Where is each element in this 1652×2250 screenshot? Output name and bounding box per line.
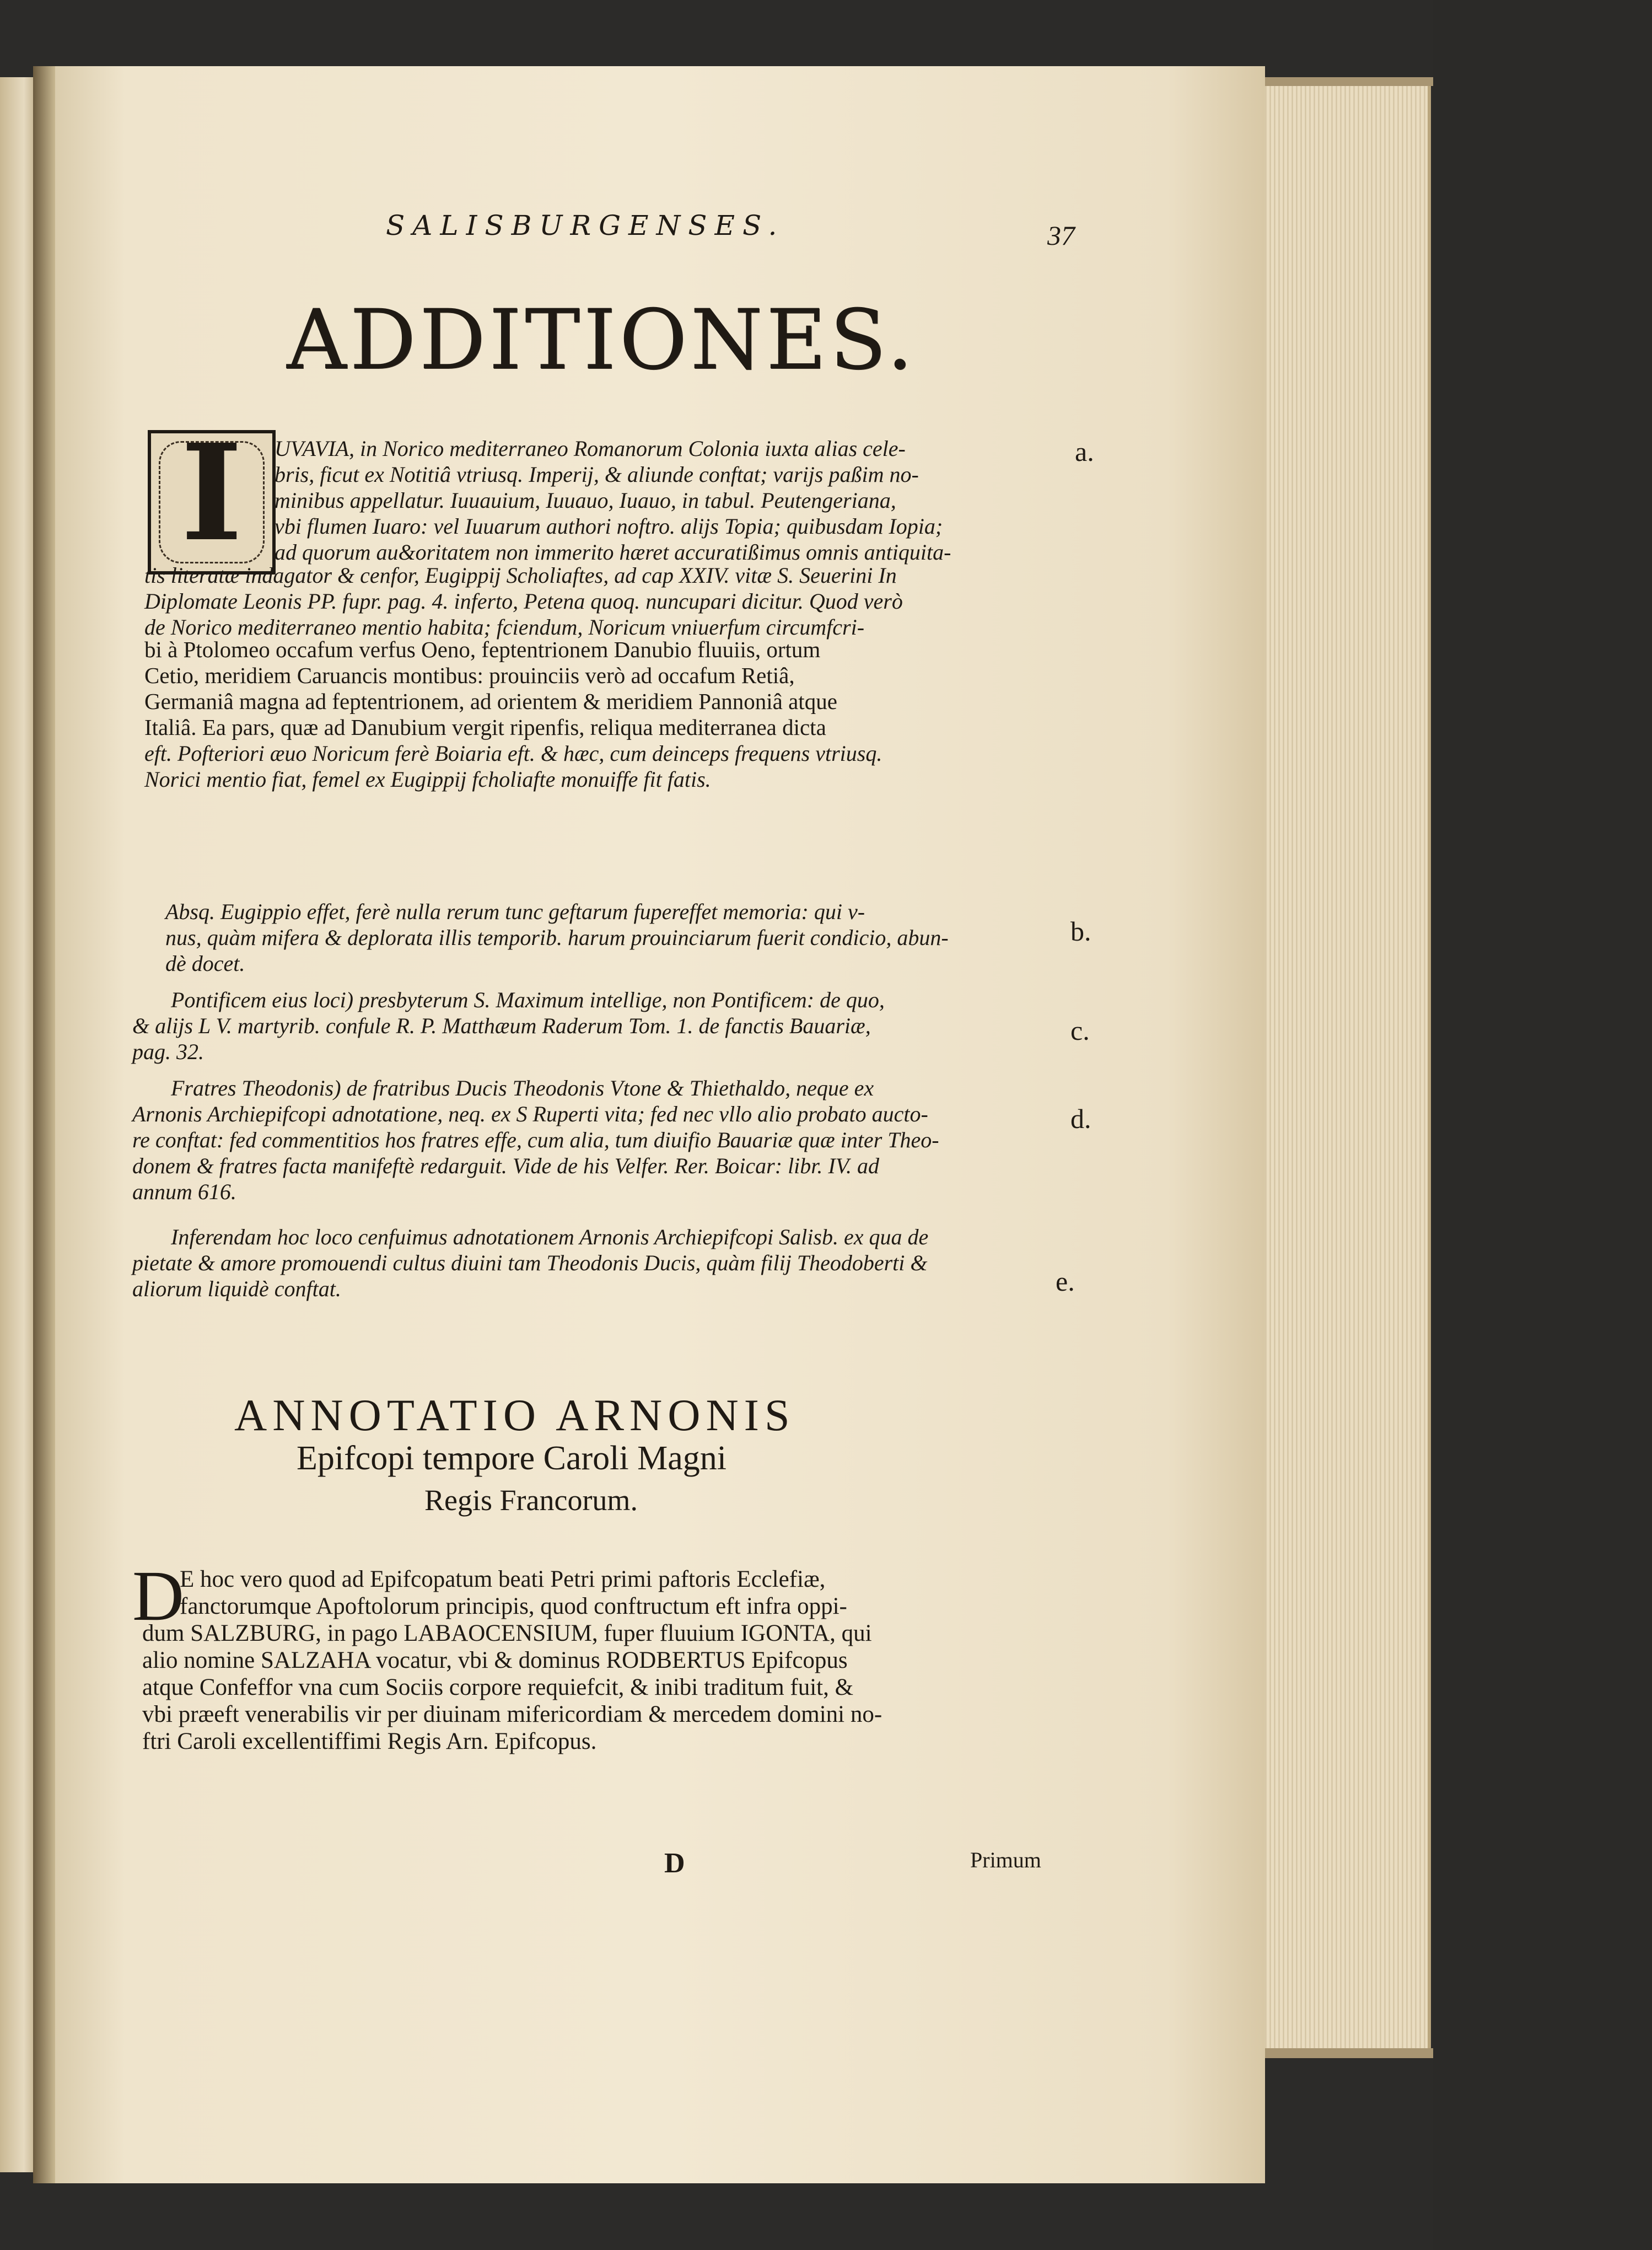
text-line: Arnonis Archiepifcopi adnotatione, neq. ex S Ruperti vita; fed nec vllo alio probato aucto- <box>132 1102 928 1126</box>
text-line: atque Confeffor vna cum Sociis corpore requiefcit, & inibi traditum fuit, & <box>142 1674 854 1700</box>
text-line: aliorum liquidè conftat. <box>132 1276 341 1301</box>
backdrop <box>1433 0 1652 2250</box>
text-line: pietate & amore promouendi cultus diuini tam Theodonis Ducis, quàm filij Theodoberti & <box>132 1250 928 1275</box>
note-b <box>165 899 949 976</box>
decorated-initial <box>148 415 276 574</box>
paragraph-intro-cont <box>144 562 1048 640</box>
text-line: & alijs L V. martyrib. confule R. P. Matthæum Raderum Tom. 1. de fanctis Bauariæ, <box>132 1013 871 1038</box>
running-head: SALISBURGENSES. <box>386 210 785 241</box>
text-line: annum 616. <box>132 1179 236 1204</box>
margin-letter-b: b. <box>1070 916 1091 947</box>
text-line: ftri Caroli excellentiffimi Regis Arn. Epifcopus. <box>142 1728 597 1754</box>
text-line: minibus appellatur. Iuuauium, Iuuauo, Iuauo, in tabul. Peutengeriana, <box>275 488 896 513</box>
text-line: Absq. Eugippio effet, ferè nulla rerum tunc geftarum fupereffet memoria: qui v- <box>165 899 865 924</box>
text-line: dè docet. <box>165 951 245 976</box>
gutter <box>33 66 55 2183</box>
text-line: UVAVIA, in Norico mediterraneo Romanorum Colonia iuxta alias cele- <box>275 436 906 461</box>
body-text <box>142 1566 1057 1755</box>
text-line: alio nomine SALZAHA vocatur, vbi & dominus RODBERTUS Epifcopus <box>142 1647 848 1673</box>
text-line: Norici mentio fiat, femel ex Eugippij fcholiafte monuiffe fit fatis. <box>144 767 711 792</box>
signature-mark: D <box>664 1848 685 1879</box>
initial-letter: I <box>180 415 243 571</box>
drop-cap: D <box>132 1556 184 1636</box>
paragraph-intro-roman <box>144 637 1048 792</box>
text-line: Pontificem eius loci) presbyterum S. Maximum intellige, non Pontificem: de quo, <box>171 987 885 1012</box>
note-c <box>132 987 885 1065</box>
page-title: ADDITIONES. <box>287 292 917 388</box>
section-heading: ANNOTATIO ARNONIS <box>234 1390 795 1440</box>
text-line: bi à Ptolomeo occafum verfus Oeno, feptentrionem Danubio fluuiis, ortum <box>144 637 821 662</box>
text-line: Diplomate Leonis PP. fupr. pag. 4. inferto, Petena quoq. nuncupari dicitur. Quod verò <box>144 589 903 614</box>
page-block-edges <box>1262 83 1431 2051</box>
margin-letter-a: a. <box>1075 436 1094 467</box>
text-line: vbi præeft venerabilis vir per diuinam mifericordiam & mercedem domini no- <box>142 1701 882 1727</box>
margin-letter-e: e. <box>1056 1266 1075 1297</box>
text-line: Fratres Theodonis) de fratribus Ducis Theodonis Vtone & Thiethaldo, neque ex <box>171 1076 874 1100</box>
text-line: E hoc vero quod ad Epifcopatum beati Petri primi paftoris Ecclefiæ, <box>180 1566 826 1592</box>
text-line: ad quorum au&oritatem non immerito hæret accuratißimus omnis antiquita- <box>275 540 951 565</box>
cover-edge-bottom <box>1262 2048 1433 2058</box>
text-line: eft. Pofteriori æuo Noricum ferè Boiaria eft. & hæc, cum deinceps frequens vtriusq. <box>144 741 882 766</box>
text-line: Germaniâ magna ad feptentrionem, ad orientem & meridiem Pannoniâ atque <box>144 689 837 714</box>
section-subheading: Epifcopi tempore Caroli Magni <box>297 1440 727 1477</box>
text-line: Cetio, meridiem Caruancis montibus: prouinciis verò ad occafum Retiâ, <box>144 663 795 688</box>
text-line: re conftat: fed commentitios hos fratres effe, cum alia, tum diuifio Bauariæ quæ inter Theo- <box>132 1127 939 1152</box>
text-line: Inferendam hoc loco cenfuimus adnotationem Arnonis Archiepifcopi Salisb. ex qua de <box>171 1225 929 1249</box>
text-line: bris, ficut ex Notitiâ vtriusq. Imperij, & aliunde conftat; varijs paßim no- <box>275 462 919 487</box>
page-number: 37 <box>1047 220 1075 251</box>
text-line: de Norico mediterraneo mentio habita; fciendum, Noricum vniuerfum circumfcri- <box>144 615 865 640</box>
catchword: Primum <box>970 1848 1041 1872</box>
text-line: fanctorumque Apoftolorum principis, quod conftructum eft infra oppi- <box>180 1593 847 1619</box>
margin-letter-c: c. <box>1070 1015 1090 1046</box>
text-line: pag. 32. <box>132 1039 204 1064</box>
text-line: tis literatæ indagator & cenfor, Eugippij Scholiaftes, ad cap XXIV. vitæ S. Seuerini In <box>144 563 897 588</box>
note-d <box>132 1075 939 1205</box>
text-line: dum SALZBURG, in pago LABAOCENSIUM, fuper fluuium IGONTA, qui <box>142 1620 872 1646</box>
section-subheading-2: Regis Francorum. <box>424 1484 638 1517</box>
text-line: vbi flumen Iuaro: vel Iuuarum authori noftro. alijs Topia; quibusdam Iopia; <box>275 514 943 539</box>
text-line: nus, quàm mifera & deplorata illis temporib. harum prouinciarum fuerit condicio, abun- <box>165 925 949 950</box>
note-e <box>132 1224 928 1302</box>
paragraph-intro <box>275 436 1041 565</box>
cover-edge-top <box>1262 77 1433 86</box>
margin-letter-d: d. <box>1070 1103 1091 1134</box>
text-line: donem & fratres facta manifeftè redarguit. Vide de his Velfer. Rer. Boicar: libr. IV. ad <box>132 1153 880 1178</box>
text-line: Italiâ. Ea pars, quæ ad Danubium vergit ripenfis, reliqua mediterranea dicta <box>144 715 826 740</box>
